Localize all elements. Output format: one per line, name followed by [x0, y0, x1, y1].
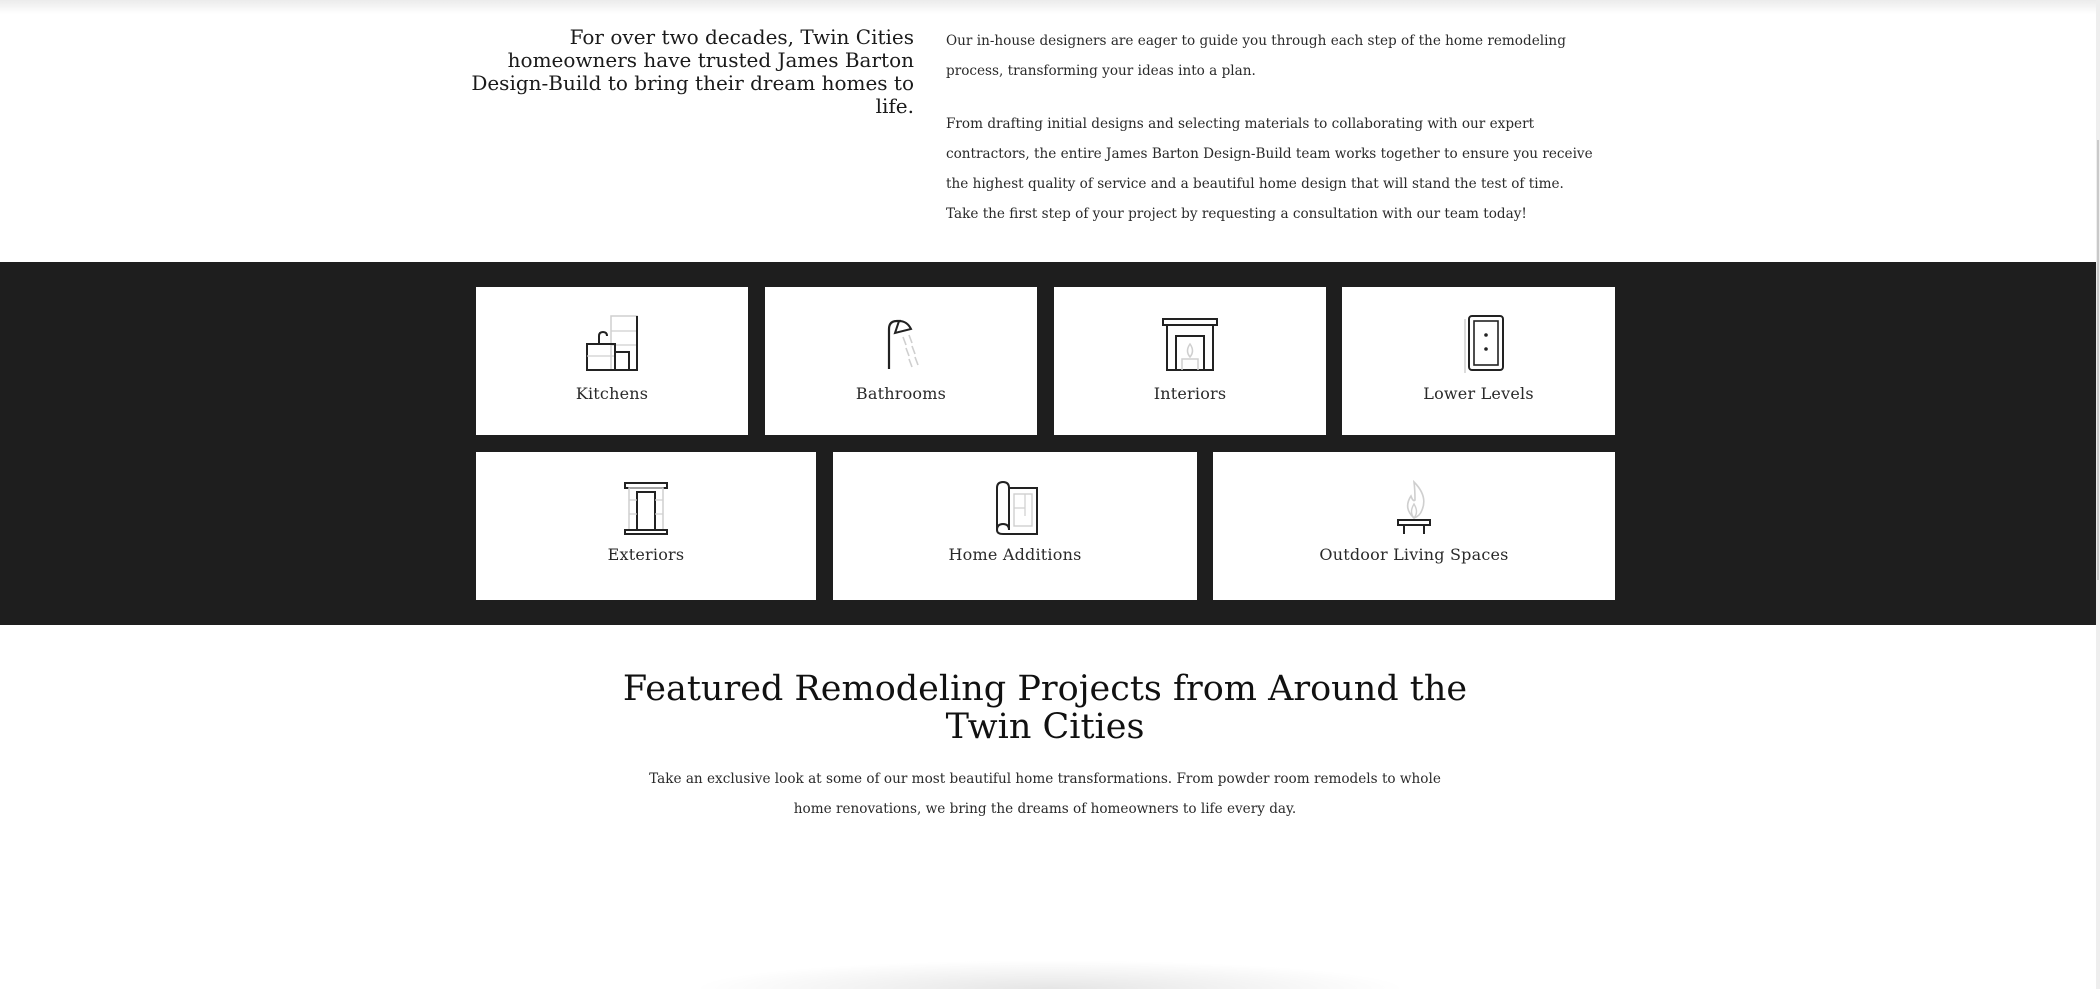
intro-lead-text: For over two decades, Twin Cities homeowners have trusted James Barton Design-Build to bring their dream homes to life.: [471, 25, 914, 118]
intro-paragraph-2: From drafting initial designs and selecting materials to collaborating with our expert contractors, the entire James Barton Design-Build team works together to ensure you receive the highest quality of service and a beautiful home design that will stand the test of time. Take the first step of your project by requesting a consultation with our team today!: [946, 116, 1593, 222]
project-card-shadow: [690, 960, 1410, 989]
fireplace-icon: [1160, 311, 1220, 375]
scrollbar-thumb[interactable]: [2097, 140, 2099, 580]
featured-title: Featured Remodeling Projects from Around the Twin Cities: [622, 669, 1468, 747]
service-label: Kitchens: [575, 384, 649, 403]
service-label: Lower Levels: [1423, 384, 1534, 403]
blueprint-icon: [985, 480, 1045, 536]
header-shadow: [0, 0, 2096, 14]
services-band: [0, 262, 2096, 625]
service-label: Exteriors: [607, 545, 685, 564]
kitchen-icon: [582, 311, 642, 375]
service-card-lower-levels[interactable]: [1342, 287, 1615, 435]
fire-pit-icon: [1384, 480, 1444, 536]
service-label: Bathrooms: [855, 384, 947, 403]
service-card-exteriors[interactable]: [476, 452, 816, 600]
featured-subtitle: Take an exclusive look at some of our most beautiful home transformations. From powder room remodels to whole home renovations, we bring the dreams of homeowners to life every day.: [649, 771, 1441, 817]
service-card-home-additions[interactable]: [833, 452, 1197, 600]
pool-table-icon: [1449, 311, 1509, 375]
service-card-interiors[interactable]: [1054, 287, 1326, 435]
service-label: Home Additions: [948, 545, 1082, 564]
window-icon: [616, 480, 676, 536]
service-card-bathrooms[interactable]: [765, 287, 1037, 435]
shower-icon: [871, 311, 931, 375]
service-card-outdoor-living[interactable]: [1213, 452, 1615, 600]
service-label: Outdoor Living Spaces: [1319, 545, 1509, 564]
intro-paragraph-1: Our in-house designers are eager to guide you through each step of the home remodeling process, transforming your ideas into a plan.: [946, 33, 1566, 79]
intro-body: [946, 26, 1596, 252]
service-card-kitchens[interactable]: [476, 287, 748, 435]
service-label: Interiors: [1153, 384, 1227, 403]
